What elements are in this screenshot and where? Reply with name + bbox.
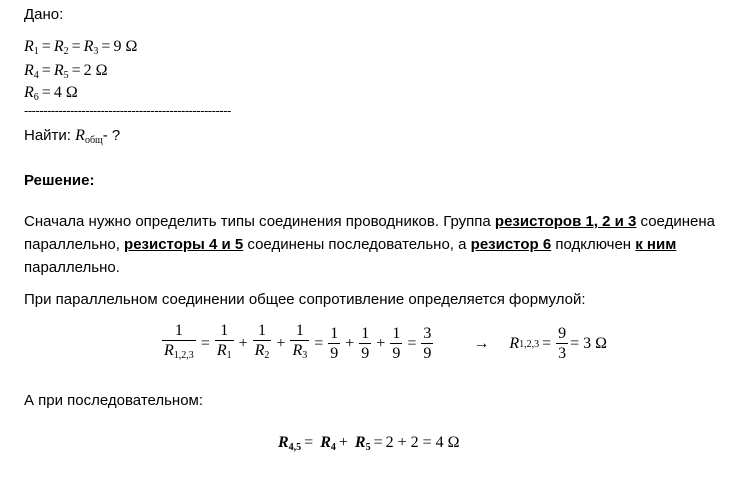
highlight-resistors-1-2-3: резисторов 1, 2 и 3 [494, 213, 637, 230]
given-label: Дано: [24, 6, 64, 23]
arrow-icon: → [473, 335, 490, 352]
highlight-resistor-6: резистор 6 [470, 236, 552, 253]
formula-series: $R_{4,5} = R_4 + R_5 = 2 + 2 = 4$ Ω [278, 434, 460, 453]
given-line-2: $R_4 = R_5 = 2$ Ω [24, 62, 108, 81]
paragraph-connection-types: Сначала нужно определить типы соединения проводников. Группа резисторов 1, 2 и 3 соединена параллельно, резисторы 4 и 5 соединены последовательно, а резистор 6 подключен к ним параллельно. [24, 213, 715, 276]
highlight-resistors-4-5: резисторы 4 и 5 [124, 236, 244, 253]
formula-parallel: $\frac{1}{R_{1,2,3}}$ = $\frac{1}{R_1}$ + $\frac{1}{R_2}$ + $\frac{1}{R_3}$ = $\frac{1}{9}$ + $\frac{1}{9}$ + $\frac{1}{9}$ = $\frac{3}{9}$ → R 1,2,3 = $\frac{9}{3}$ = 3 Ω [160, 322, 607, 366]
find-line: Найти: $R_{общ}-$ ? [24, 127, 121, 146]
given-line-3: $R_6 = 4$ Ω [24, 84, 78, 103]
highlight-to-them: к ним [635, 236, 677, 253]
paragraph-series: А при последовательном: [24, 392, 204, 409]
paragraph-parallel-formula: При параллельном соединении общее сопротивление определяется формулой: [24, 291, 586, 308]
given-line-1: $R_1 = R_2 = R_3 = 9$ Ω [24, 38, 138, 57]
separator-line: ------------------------------------------------------ [24, 103, 231, 118]
find-label: Найти: [24, 127, 71, 144]
solution-heading: Решение: [24, 172, 95, 189]
